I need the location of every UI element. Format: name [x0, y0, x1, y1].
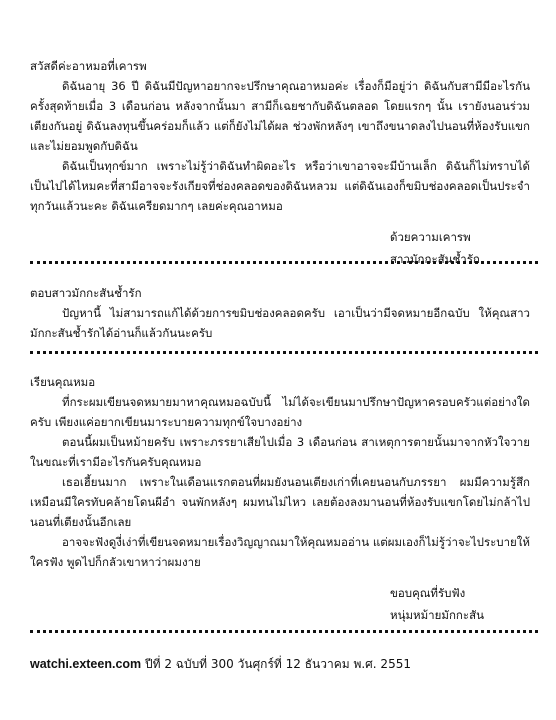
letter-paragraph: ที่กระผมเขียนจดหมายมาหาคุณหมอฉบับนี้ ไม่ได้จะเขียนมาปรึกษาปัญหาครอบครัวแต่อย่างใดครับ เพียงแค่อยากเขียนมาระบายความทุกข์ใจบางอย่าง [30, 395, 530, 429]
reply-salutation: ตอบสาวมักกะสันช้ำรัก [30, 286, 142, 300]
letter-closing: ด้วยความเคารพ [390, 230, 471, 244]
letter-from-wife [30, 56, 530, 270]
letter-paragraph: ดิฉันเป็นทุกข์มาก เพราะไม่รู้ว่าดิฉันทำผิดอะไร หรือว่าเขาอาจจะมีบ้านเล็ก ดิฉันก็ไม่ทราบได้ เป็นไปได้ไหมคะที่สามีอาจจะรังเกียจที่ช่องคลอดของดิฉันหลวม แต่ดิฉันเองก็ขมิบช่องคลอดเป็นประจำทุกวันแล้วนะคะ ดิฉันเครียดมากๆ เลยค่ะคุณอาหมอ [30, 159, 530, 213]
doctor-reply [30, 283, 530, 343]
letter-paragraph: อาจจะฟังดูงี่เง่าที่เขียนจดหมายเรื่องวิญญาณมาให้คุณหมออ่าน แต่ผมเองก็ไม่รู้ว่าจะไประบายให้ใครฟัง พูดไปก็กลัวเขาหาว่าผมงาย [30, 535, 530, 569]
letter-paragraph: ดิฉันอายุ 36 ปี ดิฉันมีปัญหาอยากจะปรึกษาคุณอาหมอค่ะ เรื่องก็มีอยู่ว่า ดิฉันกับสามีมีอะไรกันครั้งสุดท้ายเมื่อ 3 เดือนก่อน หลังจากนั้นมา สามีก็เฉยชากับดิฉันตลอด โดยแรกๆ นั้น เรายังนอนร่วมเตียงกันอยู่ ดิฉันลงทุนขึ้นคร่อมก็แล้ว แต่ก็ยังไม่ได้ผล ช่วงพักหลังๆ เขาถึงขนาดลงไปนอนที่ห้องรับแขก และไม่ยอมพูดกับดิฉัน [30, 79, 530, 153]
footer-issue-info: ปีที่ 2 ฉบับที่ 300 วันศุกร์ที่ 12 ธันวาคม พ.ศ. 2551 [144, 657, 411, 671]
letter-from-widower [30, 372, 530, 626]
letter-paragraph: เธอเฮี้ยนมาก เพราะในเดือนแรกตอนที่ผมยังนอนเตียงเก่าที่เคยนอนกับภรรยา ผมมีความรู้สึกเหมือนมีใครทับคล้ายโดนผีอำ จนพักหลังๆ ผมทนไม่ไหว เลยต้องลงมานอนที่ห้องรับแขกโดยไม่กล้าไปนอนที่เตียงนั้นอีกเลย [30, 475, 530, 529]
letter-salutation: เรียนคุณหมอ [30, 375, 96, 389]
reply-paragraph: ปัญหานี้ ไม่สามารถแก้ได้ด้วยการขมิบช่องคลอดครับ เอาเป็นว่ามีจดหมายอีกฉบับ ให้คุณสาวมักกะสันช้ำรักได้อ่านก็แล้วกันนะครับ [30, 306, 530, 340]
letter-closing: ขอบคุณที่รับฟัง [390, 586, 466, 600]
letter-signature: หนุ่มหม้ายมักกะสัน [390, 608, 484, 622]
dotted-divider [30, 351, 538, 354]
letter-signature: สาวมักกะสันช้ำรัก [390, 252, 480, 266]
letter-signoff [390, 582, 530, 626]
letter-salutation: สวัสดีค่ะอาหมอที่เคารพ [30, 59, 147, 73]
footer [30, 655, 411, 674]
footer-site-url: watchi.exteen.com [30, 657, 142, 671]
dotted-divider [30, 261, 538, 264]
letter-paragraph: ตอนนี้ผมเป็นหม้ายครับ เพราะภรรยาเสียไปเมื่อ 3 เดือนก่อน สาเหตุการตายนั้นมาจากหัวใจวายในขณะที่เรามีอะไรกันครับคุณหมอ [30, 435, 530, 469]
dotted-divider [30, 630, 538, 633]
